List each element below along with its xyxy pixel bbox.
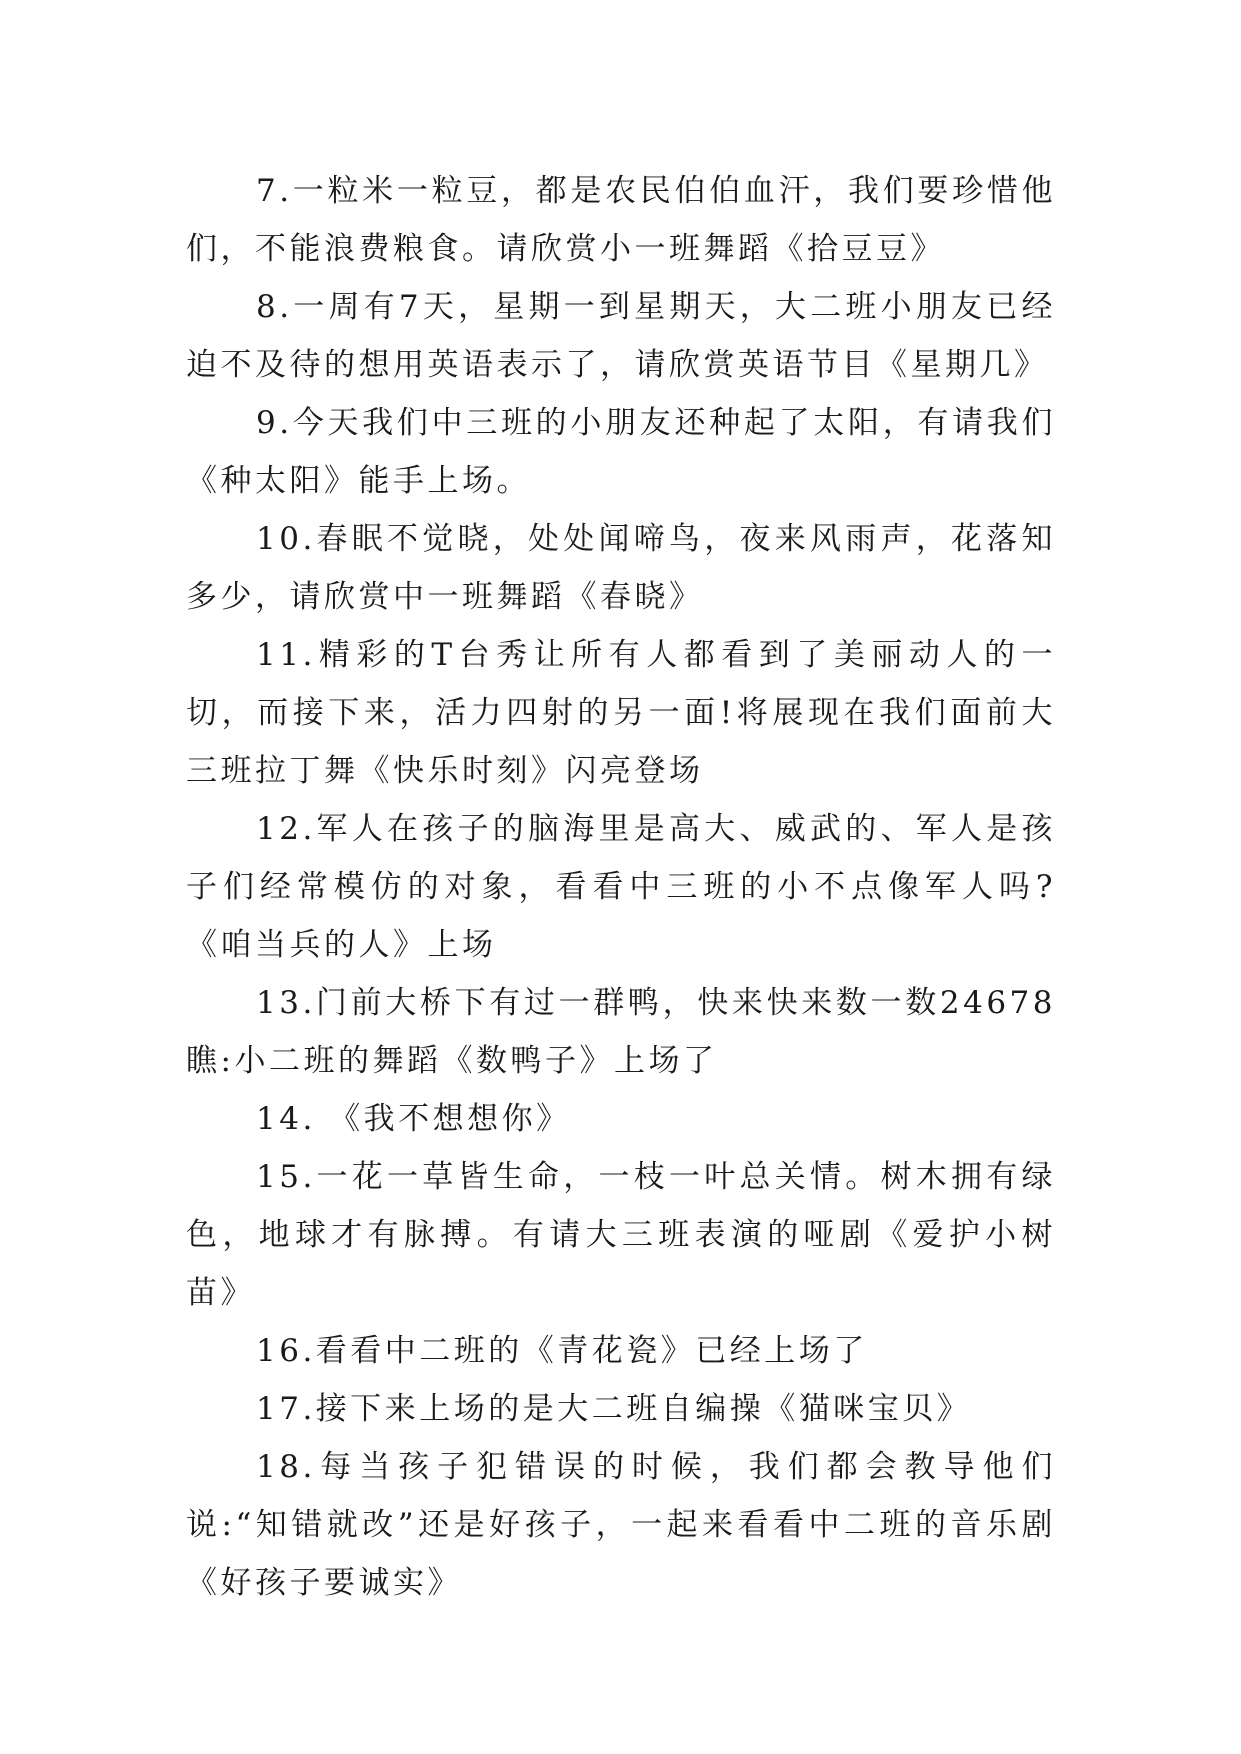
paragraph-8: 8.一周有7天，星期一到星期天，大二班小朋友已经迫不及待的想用英语表示了，请欣赏英语节目《星期几》 — [186, 289, 1056, 383]
paragraph-10: 10.春眠不觉晓，处处闻啼鸟，夜来风雨声，花落知多少，请欣赏中一班舞蹈《春晓》 — [186, 521, 1056, 615]
paragraph-15: 15.一花一草皆生命，一枝一叶总关情。树木拥有绿色，地球才有脉搏。有请大三班表演的哑剧《爱护小树苗》 — [186, 1159, 1056, 1311]
paragraph-18: 18.每当孩子犯错误的时候，我们都会教导他们说:“知错就改”还是好孩子，一起来看看中二班的音乐剧《好孩子要诚实》 — [186, 1449, 1056, 1601]
paragraph-17: 17.接下来上场的是大二班自编操《猫咪宝贝》 — [256, 1391, 972, 1427]
paragraph-11: 11.精彩的T台秀让所有人都看到了美丽动人的一切，而接下来，活力四射的另一面!将展现在我们面前大三班拉丁舞《快乐时刻》闪亮登场 — [186, 637, 1056, 789]
paragraph-13: 13.门前大桥下有过一群鸭，快来快来数一数24678瞧:小二班的舞蹈《数鸭子》上场了 — [186, 985, 1056, 1079]
paragraph-16: 16.看看中二班的《青花瓷》已经上场了 — [256, 1333, 868, 1369]
paragraph-14: 14. 《我不想想你》 — [256, 1101, 571, 1137]
document-body — [186, 162, 1056, 1612]
paragraph-12: 12.军人在孩子的脑海里是高大、威武的、军人是孩子们经常模仿的对象，看看中三班的小不点像军人吗?《咱当兵的人》上场 — [186, 811, 1056, 963]
paragraph-9: 9.今天我们中三班的小朋友还种起了太阳，有请我们《种太阳》能手上场。 — [186, 405, 1056, 499]
paragraph-7: 7.一粒米一粒豆，都是农民伯伯血汗，我们要珍惜他们，不能浪费粮食。请欣赏小一班舞蹈《拾豆豆》 — [186, 173, 1056, 267]
